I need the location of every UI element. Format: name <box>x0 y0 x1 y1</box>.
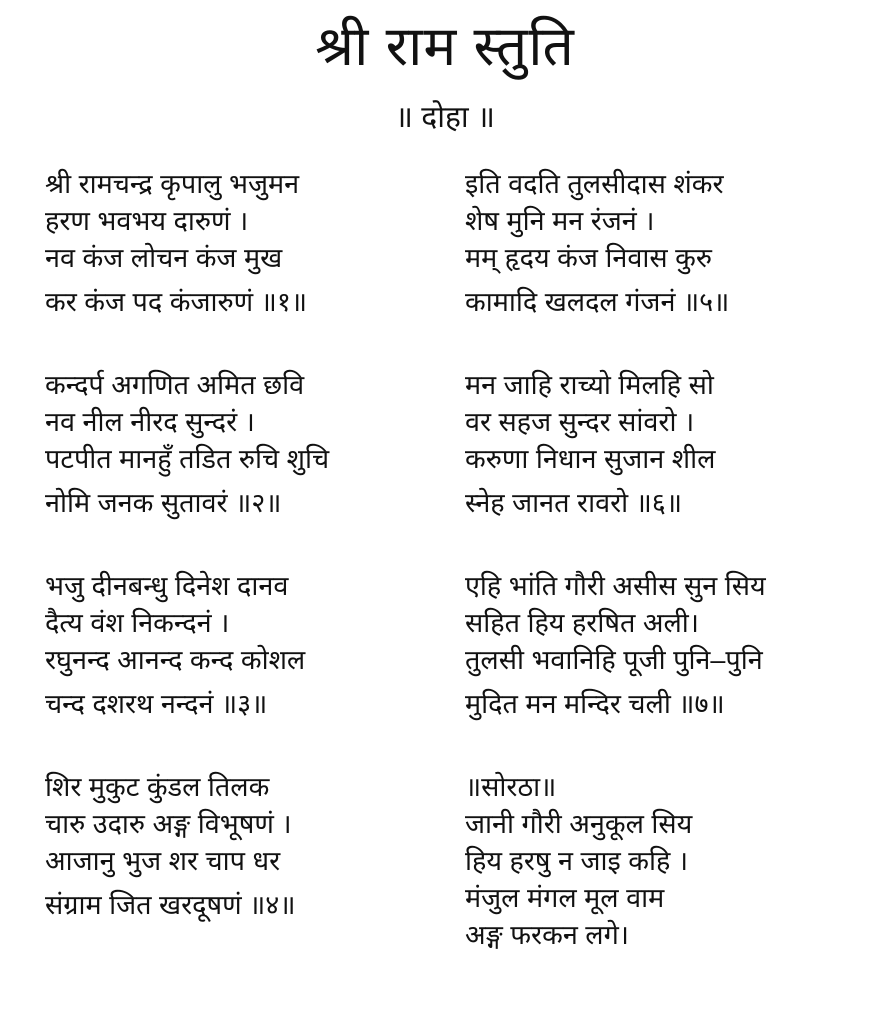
verse-line: करुणा निधान सुजान शील <box>465 444 716 474</box>
verse-line: श्री रामचन्द्र कृपालु भजुमन <box>45 169 300 199</box>
verse-4 <box>45 769 465 924</box>
verse-line: शिर मुकुट कुंडल तिलक <box>45 772 270 802</box>
verse-5 <box>465 166 890 321</box>
verse-line: तुलसी भवानिहि पूजी पुनि–पुनि <box>465 645 763 675</box>
verse-7 <box>465 568 890 723</box>
verse-1 <box>45 166 465 321</box>
verse-line: भजु दीनबन्धु दिनेश दानव <box>45 571 289 601</box>
verse-line: संग्राम जित खरदूषणं ॥४॥ <box>45 890 296 920</box>
verse-line: शेष मुनि मन रंजनं । <box>465 206 655 236</box>
verse-line: मम् हृदय कंज निवास कुरु <box>465 243 713 273</box>
verse-line: कन्दर्प अगणित अमित छवि <box>45 370 305 400</box>
verse-2 <box>45 367 465 522</box>
verse-line: मंजुल मंगल मूल वाम <box>465 883 665 913</box>
doha-section-heading: ॥ दोहा ॥ <box>394 101 495 134</box>
verse-3 <box>45 568 465 723</box>
verse-line: जानी गौरी अनुकूल सिय <box>465 809 693 839</box>
verse-line: मन जाहि राच्यो मिलहि सो <box>465 370 714 400</box>
verse-line: वर सहज सुन्दर सांवरो । <box>465 407 695 437</box>
verse-line: चारु उदारु अङ्ग विभूषणं । <box>45 809 292 839</box>
verse-line: स्नेह जानत रावरो ॥६॥ <box>465 488 683 518</box>
verse-line: कर कंज पद कंजारुणं ॥१॥ <box>45 287 308 317</box>
verse-line: हिय हरषु न जाइ कहि । <box>465 846 689 876</box>
verse-line: नोमि जनक सुतावरं ॥२॥ <box>45 488 282 518</box>
verse-line: मुदित मन मन्दिर चली ॥७॥ <box>465 689 725 719</box>
verse-line: नव कंज लोचन कंज मुख <box>45 243 283 273</box>
verse-line: अङ्ग फरकन लगे। <box>465 920 630 950</box>
soratha-section <box>465 769 890 954</box>
verse-line: नव नील नीरद सुन्दरं । <box>45 407 255 437</box>
soratha-heading: ॥सोरठा॥ <box>465 772 557 802</box>
verse-line: हरण भवभय दारुणं । <box>45 206 249 236</box>
right-column <box>465 166 890 1000</box>
verse-line: कामादि खलदल गंजनं ॥५॥ <box>465 287 730 317</box>
verse-line: रघुनन्द आनन्द कन्द कोशल <box>45 645 306 675</box>
left-column <box>45 166 465 1000</box>
verse-line: सहित हिय हरषित अली। <box>465 608 699 638</box>
verse-line: एहि भांति गौरी असीस सुन सिय <box>465 571 766 601</box>
verse-line: दैत्य वंश निकन्दनं । <box>45 608 230 638</box>
verse-columns <box>0 166 890 1000</box>
verse-6 <box>465 367 890 522</box>
verse-line: पटपीत मानहुँ तडित रुचि शुचि <box>45 444 330 474</box>
verse-line: आजानु भुज शर चाप धर <box>45 846 281 876</box>
verse-line: चन्द दशरथ नन्दनं ॥३॥ <box>45 689 268 719</box>
page-title: श्री राम स्तुति <box>315 15 575 77</box>
verse-line: इति वदति तुलसीदास शंकर <box>465 169 724 199</box>
